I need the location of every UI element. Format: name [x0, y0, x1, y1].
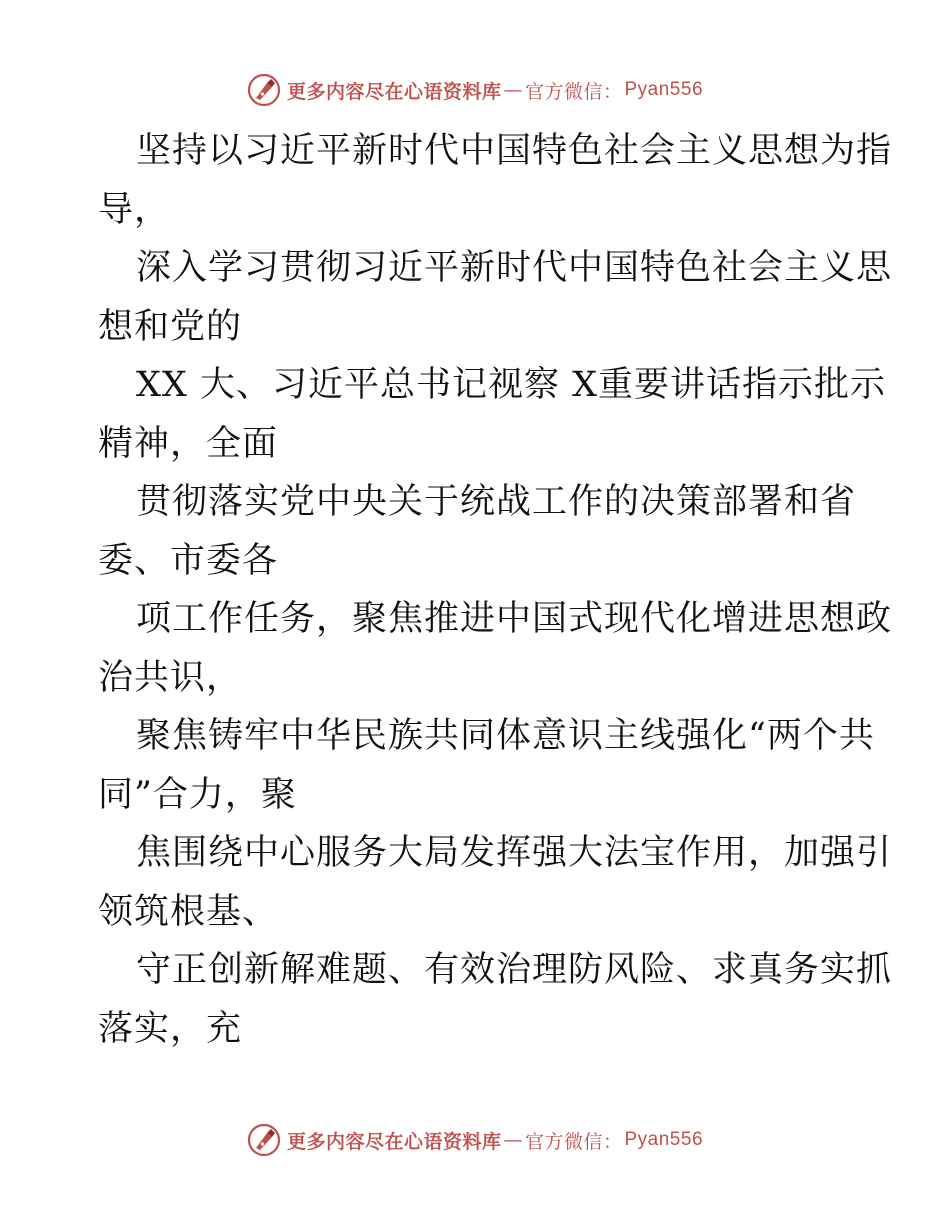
text-line: 精神，全面 [98, 423, 279, 464]
text-line: 坚持以习近平新时代中国特色社会主义思想为指 [136, 131, 893, 171]
text-line: 焦围绕中心服务大局发挥强大法宝作用，加强引 [136, 833, 893, 873]
text-line: XX 大、习近平总书记视察 X重要讲话指示批示 [136, 365, 887, 405]
text-line: 同”合力，聚 [98, 774, 297, 815]
watermark-text: 更多内容尽在心语资料库 [286, 1130, 502, 1153]
text-line: 项工作任务，聚焦推进中国式现代化增进思想政 [136, 599, 893, 639]
text-line: 落实，充 [98, 1008, 243, 1049]
watermark-id: Pyan556 [624, 79, 704, 100]
text-line: 聚焦铸牢中华民族共同体意识主线强化“两个共 [136, 716, 875, 756]
header-watermark [0, 70, 950, 110]
text-line: 贯彻落实党中央关于统战工作的决策部署和省 [136, 482, 857, 522]
watermark-separator: — [503, 1129, 523, 1151]
text-line: 想和党的 [98, 306, 243, 347]
text-line: 守正创新解难题、有效治理防风险、求真务实抓 [136, 950, 893, 990]
body-text [98, 122, 893, 1058]
text-line: 领筑根基、 [98, 891, 279, 932]
footer-watermark [0, 1120, 950, 1160]
text-line: 导， [98, 189, 171, 230]
text-line: 深入学习贯彻习近平新时代中国特色社会主义思 [136, 248, 893, 288]
watermark-label: 官方微信： [524, 1130, 623, 1153]
watermark-label: 官方微信： [524, 80, 623, 103]
watermark-text: 更多内容尽在心语资料库 [286, 80, 502, 103]
watermark-separator: — [503, 79, 523, 101]
pen-nib-logo-icon [247, 73, 281, 107]
text-line: 治共识， [98, 657, 243, 698]
watermark-id: Pyan556 [624, 1129, 704, 1150]
text-line: 委、市委各 [98, 540, 279, 581]
pen-nib-logo-icon [247, 1123, 281, 1157]
